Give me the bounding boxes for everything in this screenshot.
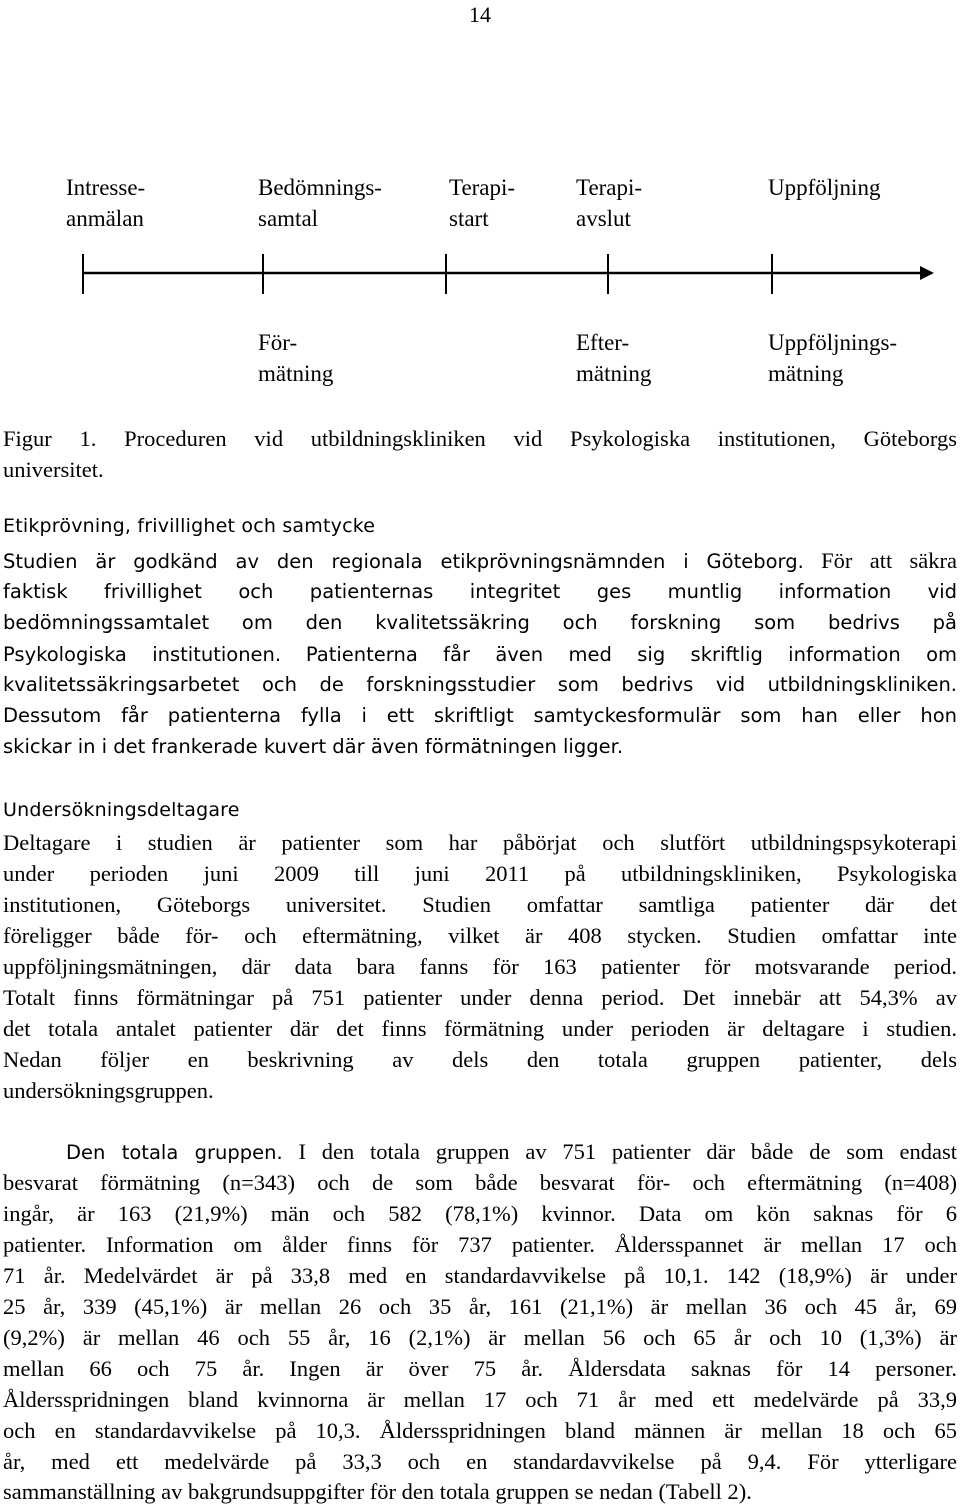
- paragraph-line: det totala antalet patienter där det finns förmätning under perioden är deltagare i studien.: [3, 1016, 957, 1041]
- stage-label-therapy-start: Terapi- start: [449, 175, 516, 231]
- section-heading-participants: Undersökningsdeltagare: [3, 799, 240, 821]
- timeline-axis: [0, 0, 960, 320]
- paragraph-line: Nedan följer en beskrivning av dels den totala gruppen patienter, dels: [3, 1047, 957, 1072]
- figure-caption-line: Figur 1. Proceduren vid utbildningskliniken vid Psykologiska institutionen, Göteborgs: [3, 426, 957, 451]
- paragraph-line: besvarat förmätning (n=343) och de som både besvarat för- och eftermätning (n=408): [3, 1170, 957, 1195]
- paragraph-line: år, med ett medelvärde på 33,3 och en standardavvikelse på 9,4. För ytterligare: [3, 1449, 957, 1474]
- paragraph-line: 71 år. Medelvärdet är på 33,8 med en standardavvikelse på 10,1. 142 (18,9%) är under: [3, 1263, 957, 1288]
- paragraph-line: Totalt finns förmätningar på 751 patienter under denna period. Det innebär att 54,3% av: [3, 985, 957, 1010]
- paragraph-line: uppföljningsmätningen, där data bara fanns för 163 patienter för motsvarande period.: [3, 954, 957, 979]
- paragraph-line: faktisk frivillighet och patienternas integritet ges muntlig information vid: [3, 580, 957, 603]
- paragraph-line: undersökningsgruppen.: [3, 1078, 214, 1103]
- paragraph-line: och en standardavvikelse på 10,3. Åldersspridningen bland männen är mellan 18 och 65: [3, 1418, 957, 1443]
- stage-label-followup: Uppföljning: [768, 175, 881, 200]
- subheading-total-group: Den totala gruppen.: [66, 1141, 283, 1164]
- paragraph-line: Psykologiska institutionen. Patienterna får även med sig skriftlig information om: [3, 643, 957, 666]
- paragraph-line: institutionen, Göteborgs universitet. Studien omfattar samtliga patienter där det: [3, 892, 957, 917]
- paragraph-line: ingår, är 163 (21,9%) män och 582 (78,1%) kvinnor. Data om kön saknas för 6: [3, 1201, 957, 1226]
- stage-label-therapy-end: Terapi- avslut: [576, 175, 643, 231]
- stage-label-assessment: Bedömnings- samtal: [258, 175, 382, 231]
- paragraph-line: under perioden juni 2009 till juni 2011 på utbildningskliniken, Psykologiska: [3, 861, 957, 886]
- measure-label-pre: För- mätning: [258, 330, 334, 386]
- paragraph-line: (9,2%) är mellan 46 och 55 år, 16 (2,1%) är mellan 56 och 65 år och 10 (1,3%) är: [3, 1325, 957, 1350]
- paragraph-line: Dessutom får patienterna fylla i ett skriftligt samtyckesformulär som han eller hon: [3, 704, 957, 727]
- paragraph-line: Deltagare i studien är patienter som har påbörjat och slutfört utbildningspsykoterapi: [3, 830, 957, 855]
- measure-label-post: Efter- mätning: [576, 330, 652, 386]
- measure-label-followup: Uppföljnings- mätning: [768, 330, 898, 386]
- paragraph-line: Åldersspridningen bland kvinnorna är mellan 17 och 71 år med ett medelvärde på 33,9: [3, 1387, 957, 1412]
- paragraph-line: mellan 66 och 75 år. Ingen är över 75 år. Åldersdata saknas för 14 personer.: [3, 1356, 957, 1381]
- page-number: 14: [469, 2, 491, 27]
- paragraph-line: sammanställning av bakgrundsuppgifter för den totala gruppen se nedan (Tabell 2).: [3, 1479, 752, 1504]
- paragraph-line: kvalitetssäkringsarbetet och de forskningsstudier som bedrivs vid utbildningskliniken.: [3, 673, 957, 696]
- section-heading-ethics: Etikprövning, frivillighet och samtycke: [3, 515, 376, 537]
- timeline-arrowhead-icon: [920, 266, 934, 280]
- paragraph-line: Studien är godkänd av den regionala etikprövningsnämnden i Göteborg. För att säkra: [3, 548, 958, 573]
- paragraph-line: bedömningssamtalet om den kvalitetssäkring och forskning som bedrivs på: [3, 611, 957, 634]
- paragraph-line: patienter. Information om ålder finns för 737 patienter. Åldersspannet är mellan 17 och: [3, 1232, 957, 1257]
- paragraph-line: föreligger både för- och eftermätning, vilket är 408 stycken. Studien omfattar inte: [3, 923, 957, 948]
- stage-label-interest: Intresse- anmälan: [66, 175, 146, 231]
- figure-caption-line: universitet.: [3, 457, 104, 482]
- paragraph-line: skickar in i det frankerade kuvert där även förmätningen ligger.: [3, 735, 624, 758]
- paragraph-line: Den totala gruppen. I den totala gruppen av 751 patienter där både de som endast: [66, 1139, 957, 1164]
- paragraph-line: 25 år, 339 (45,1%) är mellan 26 och 35 år, 161 (21,1%) är mellan 36 och 45 år, 69: [3, 1294, 957, 1319]
